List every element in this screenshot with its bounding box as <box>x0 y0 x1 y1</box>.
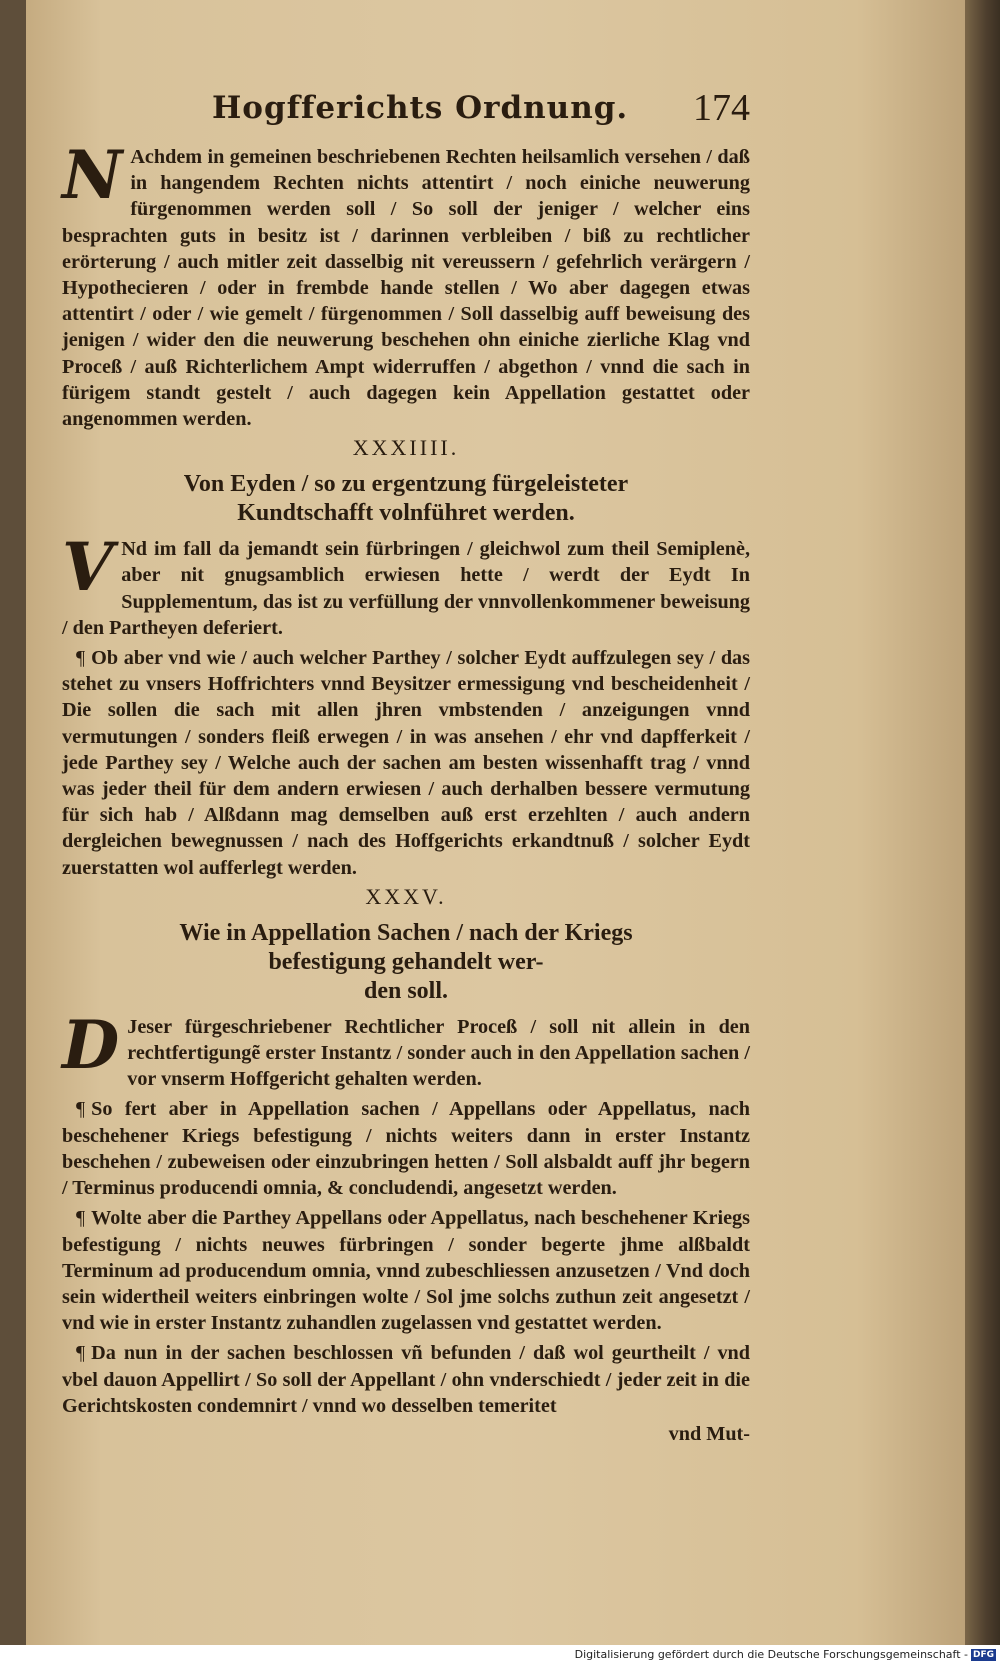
paragraph-text: Jeser fürgeschriebener Rechtlicher Proceß / soll nit allein in den rechtfertigungẽ erster Instantz / sonder auch in den Appellation sachen / vor vnserm Hoffgericht gehalten werden. <box>127 1015 750 1091</box>
heading-line: Von Eyden / so zu ergentzung fürgeleisteter <box>183 471 629 498</box>
dfg-logo-icon: DFG <box>972 1649 994 1660</box>
funding-credit-text: Digitalisierung gefördert durch die Deutsche Forschungsgemeinschaft - <box>574 1648 968 1661</box>
drop-initial: D <box>62 1005 120 1084</box>
heading-line: befestigung gehandelt wer- <box>268 948 544 975</box>
paragraph-4 <box>62 1005 750 1093</box>
section-number: XXXIIII. <box>352 435 460 461</box>
paragraph-text: So fert aber in Appellation sachen / Appellans oder Appellatus, nach beschehener Kriegs befestigung / nichts weiters dann in erster Instantz beschehen / zubeweisen oder einzubringen hetten / Soll alsbaldt auff jhr begern / Terminus producendi omnia, & concludendi, angesetzt werden. <box>62 1098 750 1200</box>
heading-line: Wie in Appellation Sachen / nach der Kriegs <box>179 919 633 946</box>
paragraph-5 <box>62 1096 750 1201</box>
paragraph-text: Nd im fall da jemandt sein fürbringen / gleichwol zum theil Semiplenè, aber nit gnugsamblich erwiesen hette / werdt der Eydt In Supplementum, das ist zu verfüllung der vnnvollenkommener beweisung / den Partheyen deferiert. <box>62 538 750 639</box>
paragraph-mark-icon: ¶ <box>76 1098 86 1121</box>
paragraph-mark-icon: ¶ <box>76 1342 86 1365</box>
paragraph-6 <box>62 1205 750 1336</box>
running-title: Hogfferichts Ordnung. <box>212 90 629 126</box>
drop-initial: N <box>62 136 123 214</box>
section-heading <box>62 919 750 1006</box>
paragraph-2 <box>62 528 750 641</box>
catchword: vnd Mut- <box>668 1422 750 1445</box>
page-edge <box>965 0 1000 1645</box>
paragraph-7 <box>62 1340 750 1419</box>
paragraph-text: Da nun in der sachen beschlossen vñ befunden / daß wol geurtheilt / vnd vbel dauon Appellirt / So soll der Appellant / ohn vnderschiedt / jeder zeit in die Gerichtskosten condemnirt / vnnd wo desselben temeritet <box>62 1342 750 1417</box>
paragraph-text: Wolte aber die Parthey Appellans oder Appellatus, nach beschehener Kriegs befestigung / nichts neuwes fürbringen / sonder begerte jhme alßbaldt Terminum ad producendum omnia, vnnd zubeschliessen anzusetzen / Vnd doch sein widertheil weiters einbringen wolte / Sol jme solchs zuthun zeit angesetzt / vnd wie in erster Instantz zuhandlen zugelassen vnd gestattet werden. <box>62 1207 750 1335</box>
paragraph-text: Achdem in gemeinen beschriebenen Rechten heilsamlich versehen / daß in hangendem Rechten nichts attentirt / noch einiche neuwerung fürgenommen werden soll / So soll der jeniger / welcher eins besprachten guts in besitz ist / darinnen verbleiben / biß zu rechtlicher erörterung / auch mitler zeit dasselbig nit vereussern / gefehrlich verärgern / Hypothecieren / oder in frembde hande stellen / Wo aber dagegen etwas attentirt / oder / wie gemelt / fürgenommen / Soll dasselbig auff beweisung des jenigen / wider den die neuwerung beschehen ohn einiche zierliche Klag vnd Proceß / auß Richterlichem Ampt widerruffen / abgethon / vnnd die sach in fürigem standt gestelt / auch dagegen kein Appellation gestattet oder angenommen werden. <box>62 146 750 431</box>
section-heading <box>62 470 750 528</box>
page-number: 174 <box>693 87 750 129</box>
heading-line: den soll. <box>363 977 449 1004</box>
paragraph-1 <box>62 136 750 432</box>
paragraph-3 <box>62 645 750 881</box>
paragraph-mark-icon: ¶ <box>76 647 86 670</box>
paragraph-mark-icon: ¶ <box>76 1207 86 1230</box>
heading-line: Kundtschafft volnführet werden. <box>237 500 575 527</box>
footer-credit <box>575 1648 996 1661</box>
paragraph-text: Ob aber vnd wie / auch welcher Parthey / solcher Eydt auffzulegen sey / das stehet zu vnsers Hoffrichters vnnd Beysitzer ermessigung vnd bescheidenheit / Die sollen die sach mit allen jhren vmbstenden / anzeigungen vnnd vermutungen / sonders fleiß erwegen / in was ansehen / ehr vnd dapfferkeit / jede Parthey sey / Welche auch der sachen am besten wissenhafft trag / vnnd was jeder theil für dem andern erwiesen / auch derhalben bessere vermutung für sich hab / Alßdann mag demselben auß erst erzehlten / auch andern dergleichen bewegnussen / nach des Hoffgerichts erkandtnuß / solcher Eydt zuerstatten wol aufferlegt werden. <box>62 647 750 879</box>
drop-initial: V <box>62 528 114 607</box>
section-number: XXXV. <box>365 883 447 909</box>
running-header <box>62 86 750 144</box>
page-text-block <box>62 86 750 1446</box>
